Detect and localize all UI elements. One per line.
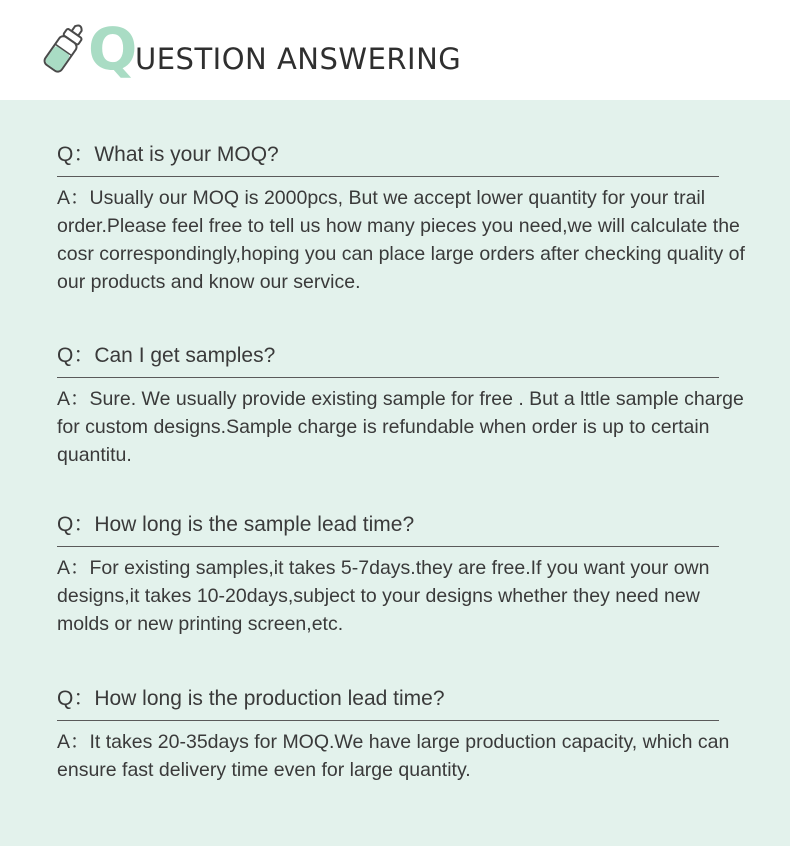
faq-question: Q：How long is the sample lead time?	[57, 511, 719, 547]
faq-panel	[0, 100, 790, 846]
faq-answer: A：It takes 20-35days for MOQ.We have large production capacity, which can ensure fast delivery time even for large quantity.	[57, 731, 730, 781]
faq-item	[57, 685, 730, 784]
faq-item	[57, 511, 719, 638]
faq-answer: A：Sure. We usually provide existing sample for free . But a lttle sample charge for custom designs.Sample charge is refundable when order is up to certain quantitu.	[57, 388, 744, 466]
faq-answer: A：Usually our MOQ is 2000pcs, But we accept lower quantity for your trail order.Please feel free to tell us how many pieces you need,we will calculate the cosr correspondingly,hoping you can place large orders after checking quality of our products and know our service.	[57, 187, 745, 293]
baby-bottle-icon	[40, 18, 88, 80]
faq-answer: A：For existing samples,it takes 5-7days.they are free.If you want your own designs,it takes 10-20days,subject to your designs whether they need new molds or new printing screen,etc.	[57, 557, 710, 635]
faq-item	[57, 141, 745, 296]
faq-item	[57, 342, 744, 469]
header-initial: Q	[88, 15, 138, 83]
section-header	[0, 0, 790, 100]
faq-question: Q：What is your MOQ?	[57, 141, 719, 177]
faq-question: Q：Can I get samples?	[57, 342, 719, 378]
faq-question: Q：How long is the production lead time?	[57, 685, 719, 721]
page-title: UESTION ANSWERING	[135, 42, 462, 76]
